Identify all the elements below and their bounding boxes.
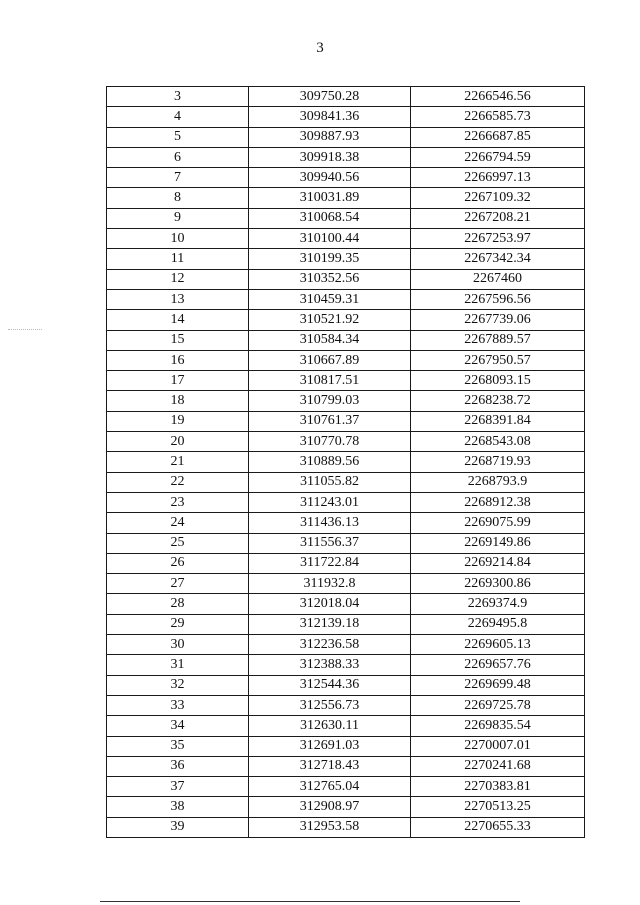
point-number-cell: 25 — [107, 533, 249, 553]
y-coordinate-cell: 2268912.38 — [411, 492, 585, 512]
x-coordinate-cell: 312544.36 — [249, 675, 411, 695]
point-number-cell: 18 — [107, 391, 249, 411]
x-coordinate-cell: 312556.73 — [249, 695, 411, 715]
x-coordinate-cell: 311556.37 — [249, 533, 411, 553]
x-coordinate-cell: 310068.54 — [249, 208, 411, 228]
table-row — [107, 371, 585, 391]
table-row — [107, 574, 585, 594]
x-coordinate-cell: 312718.43 — [249, 756, 411, 776]
page-number: 3 — [316, 40, 324, 56]
point-number-cell: 7 — [107, 168, 249, 188]
point-number-cell: 33 — [107, 695, 249, 715]
x-coordinate-cell: 310770.78 — [249, 432, 411, 452]
table-row — [107, 695, 585, 715]
y-coordinate-cell: 2269075.99 — [411, 513, 585, 533]
x-coordinate-cell: 310459.31 — [249, 289, 411, 309]
y-coordinate-cell: 2269149.86 — [411, 533, 585, 553]
table-row — [107, 411, 585, 431]
x-coordinate-cell: 312236.58 — [249, 635, 411, 655]
point-number-cell: 38 — [107, 797, 249, 817]
table-row — [107, 127, 585, 147]
table-row — [107, 553, 585, 573]
point-number-cell: 23 — [107, 492, 249, 512]
x-coordinate-cell: 309940.56 — [249, 168, 411, 188]
x-coordinate-cell: 310199.35 — [249, 249, 411, 269]
coordinates-table — [106, 86, 585, 838]
x-coordinate-cell: 310667.89 — [249, 350, 411, 370]
y-coordinate-cell: 2267208.21 — [411, 208, 585, 228]
y-coordinate-cell: 2269214.84 — [411, 553, 585, 573]
y-coordinate-cell: 2269657.76 — [411, 655, 585, 675]
point-number-cell: 31 — [107, 655, 249, 675]
table-row — [107, 797, 585, 817]
page-bottom-rule — [100, 901, 520, 902]
table-row — [107, 594, 585, 614]
y-coordinate-cell: 2268543.08 — [411, 432, 585, 452]
y-coordinate-cell: 2269725.78 — [411, 695, 585, 715]
y-coordinate-cell: 2270007.01 — [411, 736, 585, 756]
x-coordinate-cell: 309887.93 — [249, 127, 411, 147]
table-row — [107, 452, 585, 472]
x-coordinate-cell: 310761.37 — [249, 411, 411, 431]
table-row — [107, 188, 585, 208]
x-coordinate-cell: 310352.56 — [249, 269, 411, 289]
point-number-cell: 39 — [107, 817, 249, 837]
x-coordinate-cell: 309918.38 — [249, 147, 411, 167]
x-coordinate-cell: 311055.82 — [249, 472, 411, 492]
point-number-cell: 24 — [107, 513, 249, 533]
point-number-cell: 16 — [107, 350, 249, 370]
y-coordinate-cell: 2268391.84 — [411, 411, 585, 431]
x-coordinate-cell: 311243.01 — [249, 492, 411, 512]
point-number-cell: 5 — [107, 127, 249, 147]
y-coordinate-cell: 2269699.48 — [411, 675, 585, 695]
y-coordinate-cell: 2267889.57 — [411, 330, 585, 350]
x-coordinate-cell: 312630.11 — [249, 716, 411, 736]
table-row — [107, 147, 585, 167]
point-number-cell: 32 — [107, 675, 249, 695]
point-number-cell: 36 — [107, 756, 249, 776]
x-coordinate-cell: 310817.51 — [249, 371, 411, 391]
y-coordinate-cell: 2266687.85 — [411, 127, 585, 147]
table-row — [107, 635, 585, 655]
y-coordinate-cell: 2268793.9 — [411, 472, 585, 492]
x-coordinate-cell: 309841.36 — [249, 107, 411, 127]
point-number-cell: 35 — [107, 736, 249, 756]
point-number-cell: 26 — [107, 553, 249, 573]
y-coordinate-cell: 2267950.57 — [411, 350, 585, 370]
x-coordinate-cell: 312139.18 — [249, 614, 411, 634]
point-number-cell: 14 — [107, 310, 249, 330]
y-coordinate-cell: 2269300.86 — [411, 574, 585, 594]
point-number-cell: 19 — [107, 411, 249, 431]
point-number-cell: 8 — [107, 188, 249, 208]
point-number-cell: 20 — [107, 432, 249, 452]
x-coordinate-cell: 310799.03 — [249, 391, 411, 411]
table-row — [107, 208, 585, 228]
y-coordinate-cell: 2269374.9 — [411, 594, 585, 614]
x-coordinate-cell: 312018.04 — [249, 594, 411, 614]
y-coordinate-cell: 2269605.13 — [411, 635, 585, 655]
y-coordinate-cell: 2269495.8 — [411, 614, 585, 634]
point-number-cell: 34 — [107, 716, 249, 736]
point-number-cell: 22 — [107, 472, 249, 492]
y-coordinate-cell: 2267739.06 — [411, 310, 585, 330]
table-row — [107, 614, 585, 634]
y-coordinate-cell: 2270383.81 — [411, 777, 585, 797]
y-coordinate-cell: 2266546.56 — [411, 87, 585, 107]
point-number-cell: 27 — [107, 574, 249, 594]
x-coordinate-cell: 311722.84 — [249, 553, 411, 573]
point-number-cell: 6 — [107, 147, 249, 167]
y-coordinate-cell: 2267342.34 — [411, 249, 585, 269]
y-coordinate-cell: 2269835.54 — [411, 716, 585, 736]
y-coordinate-cell: 2270513.25 — [411, 797, 585, 817]
table-row — [107, 817, 585, 837]
x-coordinate-cell: 312908.97 — [249, 797, 411, 817]
table-row — [107, 655, 585, 675]
point-number-cell: 4 — [107, 107, 249, 127]
table-row — [107, 756, 585, 776]
x-coordinate-cell: 309750.28 — [249, 87, 411, 107]
y-coordinate-cell: 2267109.32 — [411, 188, 585, 208]
table-row — [107, 330, 585, 350]
x-coordinate-cell: 310100.44 — [249, 229, 411, 249]
table-row — [107, 492, 585, 512]
y-coordinate-cell: 2266585.73 — [411, 107, 585, 127]
point-number-cell: 10 — [107, 229, 249, 249]
table-row — [107, 736, 585, 756]
x-coordinate-cell: 312765.04 — [249, 777, 411, 797]
table-row — [107, 269, 585, 289]
table-row — [107, 229, 585, 249]
y-coordinate-cell: 2270241.68 — [411, 756, 585, 776]
x-coordinate-cell: 311436.13 — [249, 513, 411, 533]
table-row — [107, 513, 585, 533]
table-row — [107, 289, 585, 309]
point-number-cell: 11 — [107, 249, 249, 269]
y-coordinate-cell: 2266997.13 — [411, 168, 585, 188]
y-coordinate-cell: 2268093.15 — [411, 371, 585, 391]
table-row — [107, 350, 585, 370]
x-coordinate-cell: 312953.58 — [249, 817, 411, 837]
point-number-cell: 28 — [107, 594, 249, 614]
y-coordinate-cell: 2267460 — [411, 269, 585, 289]
x-coordinate-cell: 310889.56 — [249, 452, 411, 472]
table-row — [107, 777, 585, 797]
point-number-cell: 21 — [107, 452, 249, 472]
table-row — [107, 249, 585, 269]
point-number-cell: 30 — [107, 635, 249, 655]
scan-artifact — [8, 329, 42, 330]
y-coordinate-cell: 2270655.33 — [411, 817, 585, 837]
x-coordinate-cell: 312388.33 — [249, 655, 411, 675]
x-coordinate-cell: 311932.8 — [249, 574, 411, 594]
x-coordinate-cell: 310521.92 — [249, 310, 411, 330]
table-row — [107, 472, 585, 492]
table-row — [107, 533, 585, 553]
point-number-cell: 12 — [107, 269, 249, 289]
x-coordinate-cell: 312691.03 — [249, 736, 411, 756]
y-coordinate-cell: 2268238.72 — [411, 391, 585, 411]
y-coordinate-cell: 2266794.59 — [411, 147, 585, 167]
point-number-cell: 13 — [107, 289, 249, 309]
table-row — [107, 87, 585, 107]
table-row — [107, 716, 585, 736]
table-row — [107, 310, 585, 330]
x-coordinate-cell: 310584.34 — [249, 330, 411, 350]
point-number-cell: 17 — [107, 371, 249, 391]
x-coordinate-cell: 310031.89 — [249, 188, 411, 208]
coordinates-table-body — [107, 87, 585, 838]
y-coordinate-cell: 2267253.97 — [411, 229, 585, 249]
table-row — [107, 432, 585, 452]
y-coordinate-cell: 2267596.56 — [411, 289, 585, 309]
table-row — [107, 168, 585, 188]
table-row — [107, 391, 585, 411]
point-number-cell: 29 — [107, 614, 249, 634]
point-number-cell: 9 — [107, 208, 249, 228]
y-coordinate-cell: 2268719.93 — [411, 452, 585, 472]
point-number-cell: 3 — [107, 87, 249, 107]
point-number-cell: 15 — [107, 330, 249, 350]
point-number-cell: 37 — [107, 777, 249, 797]
table-row — [107, 107, 585, 127]
table-row — [107, 675, 585, 695]
